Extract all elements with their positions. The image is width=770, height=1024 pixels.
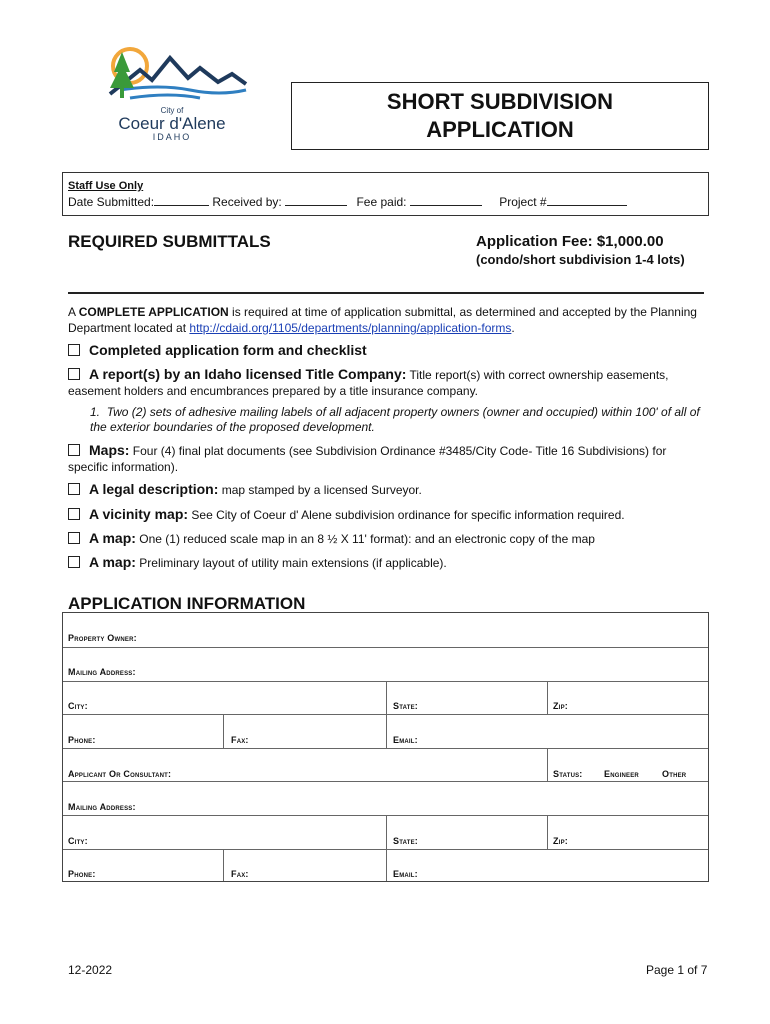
intro-pre: A bbox=[68, 305, 79, 319]
checklist-item bbox=[68, 481, 708, 498]
checklist-item bbox=[68, 366, 708, 399]
checklist-text: See City of Coeur d' Alene subdivision ordinance for specific information required. bbox=[188, 508, 625, 522]
checkbox[interactable] bbox=[68, 444, 80, 456]
fax-label: Fax: bbox=[231, 869, 249, 879]
table-row[interactable] bbox=[63, 781, 708, 816]
checkbox[interactable] bbox=[68, 508, 80, 520]
received-by-field[interactable] bbox=[285, 195, 347, 206]
checklist-text: Four (4) final plat documents (see Subdivision Ordinance #3485/City Code- Title 16 Subdivisions) for specific information). bbox=[68, 444, 667, 474]
phone-label: Phone: bbox=[68, 735, 96, 745]
status-label: Status: bbox=[553, 769, 583, 779]
checklist-item bbox=[68, 506, 708, 523]
state-label: State: bbox=[393, 836, 418, 846]
checklist-title: A map: bbox=[89, 554, 136, 570]
date-submitted-label: Date Submitted: bbox=[68, 195, 155, 209]
fax-label: Fax: bbox=[231, 735, 249, 745]
date-submitted-field[interactable] bbox=[154, 195, 209, 206]
city-logo bbox=[100, 44, 250, 144]
table-row bbox=[63, 815, 708, 850]
project-label: Project # bbox=[499, 195, 547, 209]
checklist-text: map stamped by a licensed Surveyor. bbox=[218, 483, 422, 497]
checklist-text: Preliminary layout of utility main extensions (if applicable). bbox=[135, 556, 447, 570]
applicant-label: Applicant Or Consultant: bbox=[68, 769, 172, 779]
project-field[interactable] bbox=[547, 195, 627, 206]
footer-page-number: Page 1 of 7 bbox=[646, 963, 708, 977]
phone-label: Phone: bbox=[68, 869, 96, 879]
state-label: State: bbox=[393, 701, 418, 711]
intro-post: is required at time of application submittal, as determined and accepted by the Planning Department located at bbox=[68, 305, 697, 335]
checklist-item bbox=[68, 530, 708, 547]
table-row[interactable] bbox=[63, 613, 708, 648]
property-owner-label: Property Owner: bbox=[68, 633, 137, 643]
divider bbox=[386, 815, 387, 849]
title-line-2: APPLICATION bbox=[426, 117, 574, 142]
table-row bbox=[63, 849, 708, 881]
zip-label: Zip: bbox=[553, 701, 568, 711]
staff-fields bbox=[68, 195, 627, 209]
logo-state: IDAHO bbox=[152, 132, 192, 142]
checkbox[interactable] bbox=[68, 556, 80, 568]
fee-paid-field[interactable] bbox=[410, 195, 482, 206]
email-label: Email: bbox=[393, 735, 418, 745]
footer-date: 12-2022 bbox=[68, 963, 113, 977]
application-fee-note: (condo/short subdivision 1-4 lots) bbox=[476, 252, 685, 267]
status-engineer-option[interactable]: Engineer bbox=[604, 769, 639, 779]
zip-label: Zip: bbox=[553, 836, 568, 846]
checklist-title: A map: bbox=[89, 530, 136, 546]
logo-name: Coeur d'Alene bbox=[118, 114, 226, 133]
numbered-item bbox=[90, 405, 700, 435]
city-label: City: bbox=[68, 836, 88, 846]
checklist-title: Completed application form and checklist bbox=[89, 342, 367, 358]
city-label: City: bbox=[68, 701, 88, 711]
checkbox[interactable] bbox=[68, 344, 80, 356]
fee-paid-label: Fee paid: bbox=[356, 195, 407, 209]
divider bbox=[386, 849, 387, 881]
checklist-item bbox=[68, 442, 708, 475]
application-information-title: APPLICATION INFORMATION bbox=[68, 594, 306, 613]
numbered-item-text: Two (2) sets of adhesive mailing labels of all adjacent property owners (owner and occupied) within 100' of all of the exterior boundaries of the proposed development. bbox=[90, 405, 700, 434]
checklist-title: A vicinity map: bbox=[89, 506, 189, 522]
intro-paragraph bbox=[68, 304, 708, 336]
title-line-1: SHORT SUBDIVISION bbox=[386, 89, 614, 114]
checklist-item bbox=[68, 342, 708, 359]
divider bbox=[68, 292, 704, 294]
email-label: Email: bbox=[393, 869, 418, 879]
divider bbox=[223, 849, 224, 881]
application-info-table bbox=[62, 612, 709, 882]
logo-city-of: City of bbox=[160, 106, 184, 115]
mailing-address-label: Mailing Address: bbox=[68, 667, 136, 677]
table-row bbox=[63, 748, 708, 782]
checklist-text: Title report(s) with correct ownership easements, easement holders and encumbrances prepared by a title insurance company. bbox=[68, 368, 669, 398]
checkbox[interactable] bbox=[68, 532, 80, 544]
required-submittals-title: REQUIRED SUBMITTALS bbox=[68, 232, 271, 251]
checklist-title: Maps: bbox=[89, 442, 130, 458]
mailing-address-label: Mailing Address: bbox=[68, 802, 136, 812]
checkbox[interactable] bbox=[68, 483, 80, 495]
numbered-item-num: 1. bbox=[90, 405, 101, 419]
divider bbox=[223, 714, 224, 748]
intro-end: . bbox=[511, 321, 515, 335]
document-title bbox=[291, 82, 709, 150]
status-other-option[interactable]: Other bbox=[662, 769, 687, 779]
divider bbox=[547, 815, 548, 849]
staff-heading: Staff Use Only bbox=[68, 180, 144, 192]
staff-use-box bbox=[62, 172, 709, 216]
checklist-title: A report(s) by an Idaho licensed Title Company: bbox=[89, 366, 407, 382]
checklist-title: A legal description: bbox=[89, 481, 219, 497]
received-by-label: Received by: bbox=[212, 195, 282, 209]
divider bbox=[547, 748, 548, 781]
table-row bbox=[63, 714, 708, 749]
checklist-item bbox=[68, 554, 708, 571]
divider bbox=[547, 681, 548, 714]
divider bbox=[386, 714, 387, 748]
logo-graphic bbox=[100, 44, 250, 108]
checkbox[interactable] bbox=[68, 368, 80, 380]
forms-link[interactable]: http://cdaid.org/1105/departments/planning/application-forms bbox=[189, 321, 512, 335]
table-row[interactable] bbox=[63, 647, 708, 682]
table-row bbox=[63, 681, 708, 715]
intro-bold: COMPLETE APPLICATION bbox=[78, 305, 229, 319]
divider bbox=[386, 681, 387, 714]
application-fee: Application Fee: $1,000.00 bbox=[476, 233, 664, 250]
checklist-text: One (1) reduced scale map in an 8 ½ X 11' format): and an electronic copy of the map bbox=[135, 532, 595, 546]
